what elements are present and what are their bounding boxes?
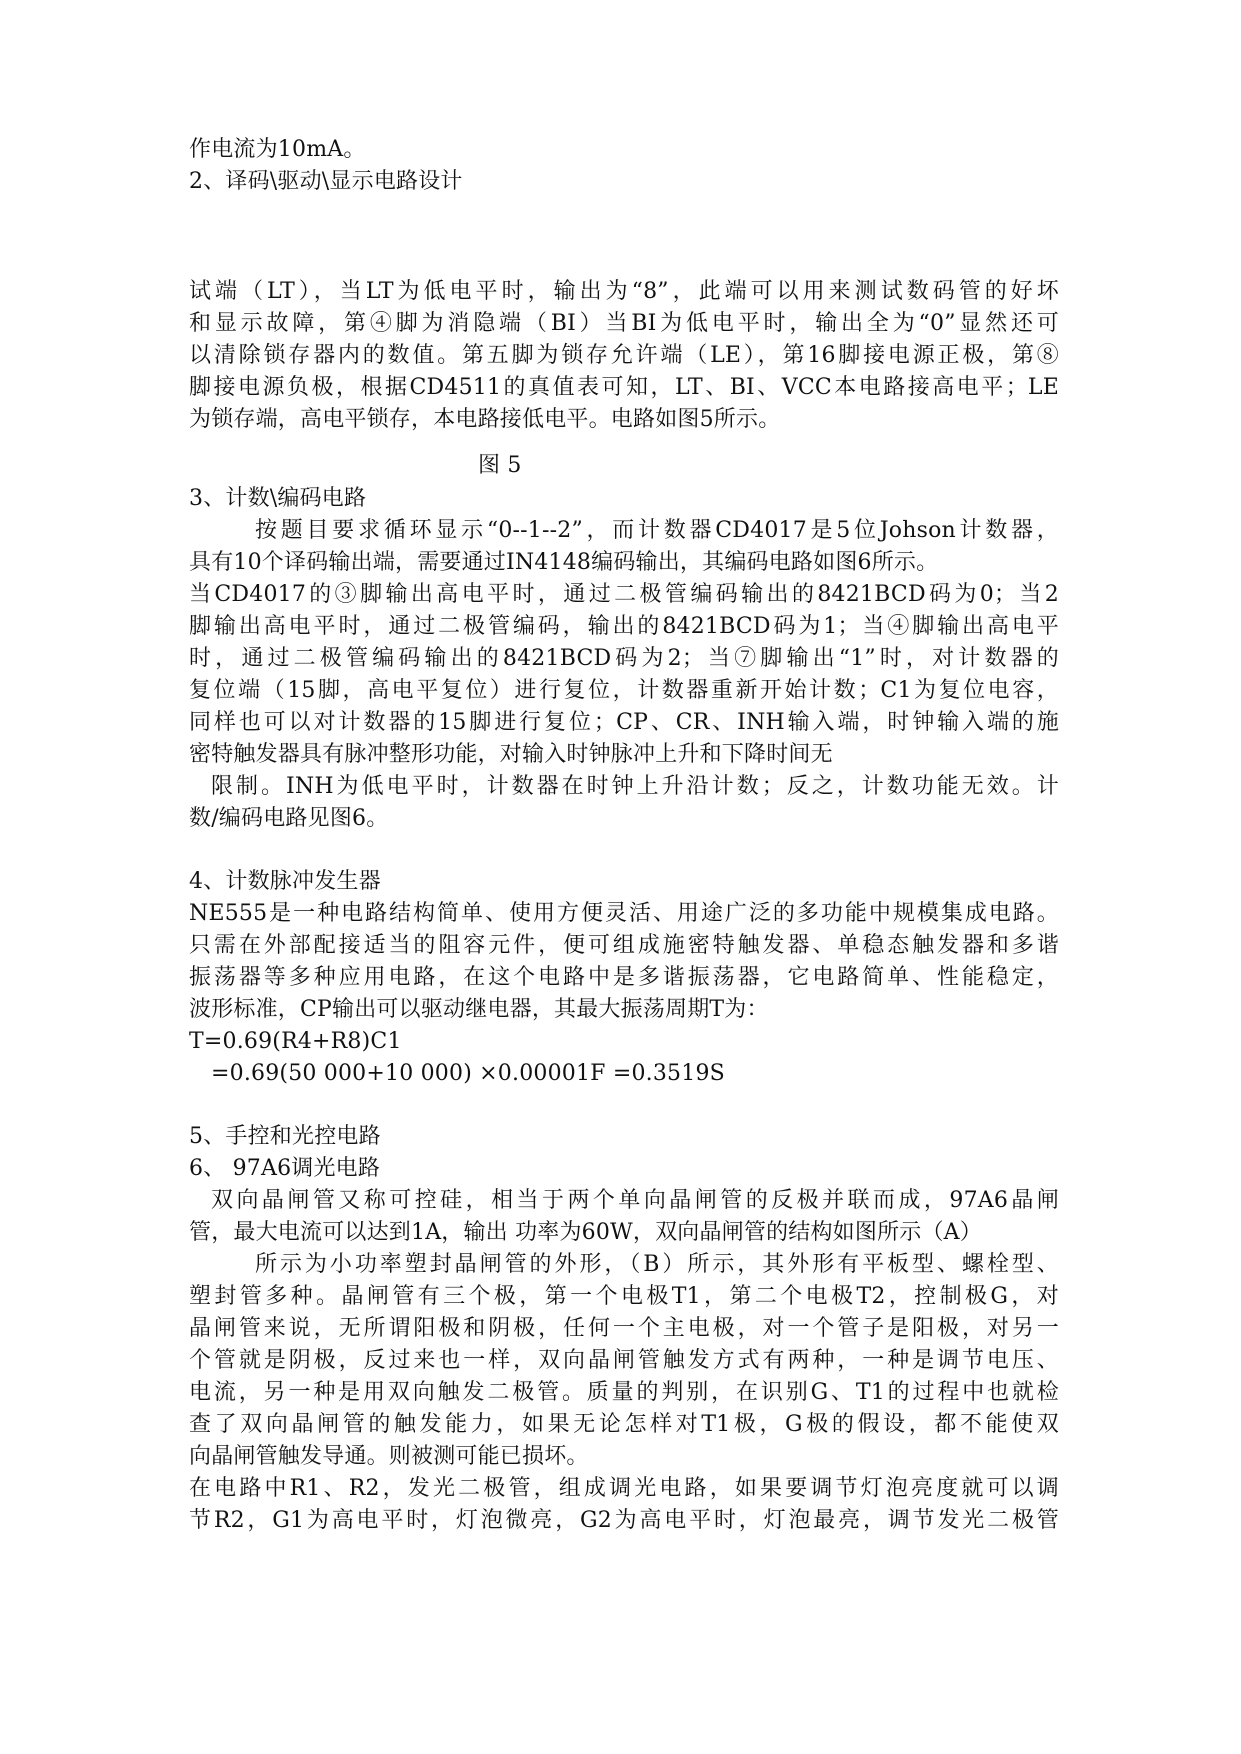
section-heading: 6、 97A6调光电路 — [189, 1156, 381, 1181]
text-line: 在电路中R1、R2，发光二极管，组成调光电路，如果要调节灯泡亮度就可以调 — [189, 1476, 1059, 1501]
text-line: 当CD4017的③脚输出高电平时，通过二极管编码输出的8421BCD码为0；当2 — [189, 582, 1059, 607]
text-line: 复位端（15脚，高电平复位）进行复位，计数器重新开始计数；C1为复位电容， — [189, 678, 1059, 703]
text-line: 向晶闸管触发导通。则被测可能已损坏。 — [189, 1444, 589, 1469]
text-line: NE555是一种电路结构简单、使用方便灵活、用途广泛的多功能中规模集成电路。 — [189, 901, 1059, 926]
text-line: 脚接电源负极，根据CD4511的真值表可知，LT、BI、VCC本电路接高电平；LE — [189, 375, 1059, 400]
section-heading: 4、计数脉冲发生器 — [189, 869, 381, 894]
text-line: 所示为小功率塑封晶闸管的外形，（B）所示，其外形有平板型、螺栓型、 — [255, 1252, 1059, 1277]
text-line: 晶闸管来说，无所谓阳极和阴极，任何一个主电极，对一个管子是阳极，对另一 — [189, 1316, 1059, 1341]
text-line: 个管就是阴极，反过来也一样，双向晶闸管触发方式有两种，一种是调节电压、 — [189, 1348, 1059, 1373]
text-line: 双向晶闸管又称可控硅，相当于两个单向晶闸管的反极并联而成，97A6晶闸 — [211, 1188, 1059, 1213]
text-line: 塑封管多种。晶闸管有三个极，第一个电极T1，第二个电极T2，控制极G，对 — [189, 1284, 1059, 1309]
text-line: 以清除锁存器内的数值。第五脚为锁存允许端（LE），第16脚接电源正极，第⑧ — [189, 343, 1059, 368]
text-line: 为锁存端，高电平锁存，本电路接低电平。电路如图5所示。 — [189, 407, 781, 432]
text-line: 按题目要求循环显示“0--1--2”，而计数器CD4017是5位Johson计数器， — [255, 518, 1059, 543]
text-line: 只需在外部配接适当的阻容元件，便可组成施密特触发器、单稳态触发器和多谐 — [189, 933, 1059, 958]
text-line: 时，通过二极管编码输出的8421BCD码为2；当⑦脚输出“1”时，对计数器的 — [189, 646, 1059, 671]
text-line: 数/编码电路见图6。 — [189, 806, 389, 831]
section-heading: 2、译码\驱动\显示电路设计 — [189, 169, 463, 194]
section-heading: 5、手控和光控电路 — [189, 1124, 381, 1149]
text-line: 波形标准，CP输出可以驱动继电器，其最大振荡周期T为： — [189, 997, 769, 1022]
text-line: 同样也可以对计数器的15脚进行复位；CP、CR、INH输入端，时钟输入端的施 — [189, 710, 1059, 735]
text-line: 和显示故障，第④脚为消隐端（BI）当BI为低电平时，输出全为“0”显然还可 — [189, 311, 1059, 336]
text-line: 具有10个译码输出端，需要通过IN4148编码输出，其编码电路如图6所示。 — [189, 550, 939, 575]
formula-line: T=0.69(R4+R8)C1 — [189, 1029, 402, 1054]
section-heading: 3、计数\编码电路 — [189, 486, 367, 511]
text-line: 振荡器等多种应用电路，在这个电路中是多谐振荡器，它电路简单、性能稳定， — [189, 965, 1059, 990]
text-line: 管，最大电流可以达到1A，输出 功率为60W，双向晶闸管的结构如图所示（A） — [189, 1220, 982, 1245]
text-line: 脚输出高电平时，通过二极管编码，输出的8421BCD码为1；当④脚输出高电平 — [189, 614, 1059, 639]
text-line: 密特触发器具有脉冲整形功能，对输入时钟脉冲上升和下降时间无 — [189, 742, 833, 767]
text-line: 电流，另一种是用双向触发二极管。质量的判别，在识别G、T1的过程中也就检 — [189, 1380, 1059, 1405]
formula-line: =0.69(50 000+10 000) ×0.00001F =0.3519S — [211, 1061, 725, 1086]
text-line: 查了双向晶闸管的触发能力，如果无论怎样对T1极，G极的假设，都不能使双 — [189, 1412, 1059, 1437]
figure-caption: 图 5 — [478, 453, 522, 478]
text-line: 试端（LT），当LT为低电平时，输出为“8”，此端可以用来测试数码管的好坏 — [189, 279, 1059, 304]
text-line: 限制。INH为低电平时，计数器在时钟上升沿计数；反之，计数功能无效。计 — [211, 774, 1059, 799]
text-line: 节R2，G1为高电平时，灯泡微亮，G2为高电平时，灯泡最亮，调节发光二极管 — [189, 1508, 1059, 1533]
text-line: 作电流为10mA。 — [189, 137, 366, 162]
